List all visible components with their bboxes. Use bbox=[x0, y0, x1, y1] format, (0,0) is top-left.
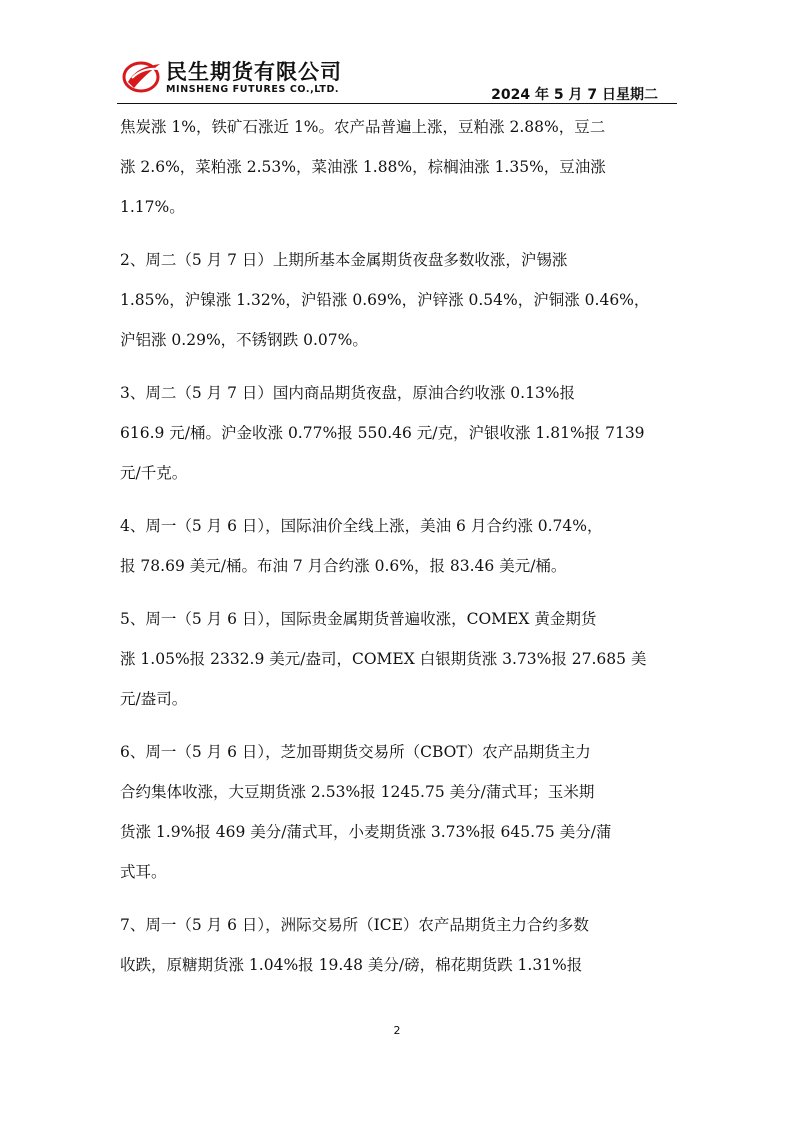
page-number: 2 bbox=[393, 1024, 401, 1037]
paragraph-3 bbox=[120, 373, 676, 493]
company-name-cn: 民生期货有限公司 bbox=[166, 60, 342, 84]
text-line: 7、周一（5 月 6 日），洲际交易所（ICE）农产品期货主力合约多数 bbox=[120, 916, 589, 934]
text-line: 报 78.69 美元/桶。布油 7 月合约涨 0.6%，报 83.46 美元/桶。 bbox=[120, 557, 567, 575]
text-line: 合约集体收涨，大豆期货涨 2.53%报 1245.75 美分/蒲式耳；玉米期 bbox=[120, 783, 595, 801]
text-line: 货涨 1.9%报 469 美分/蒲式耳，小麦期货涨 3.73%报 645.75 美分/蒲 bbox=[120, 823, 612, 841]
text-line: 元/盎司。 bbox=[120, 690, 188, 708]
paragraph-2 bbox=[120, 240, 676, 360]
text-line: 1.17%。 bbox=[120, 198, 185, 216]
company-name-en: MINSHENG FUTURES CO.,LTD. bbox=[166, 84, 340, 95]
minsheng-logo-icon bbox=[122, 58, 162, 94]
paragraph-4 bbox=[120, 506, 676, 586]
paragraph-7 bbox=[120, 905, 676, 985]
text-line: 式耳。 bbox=[120, 863, 167, 881]
text-line: 5、周一（5 月 6 日），国际贵金属期货普遍收涨，COMEX 黄金期货 bbox=[120, 610, 597, 628]
text-line: 收跌，原糖期货涨 1.04%报 19.48 美分/磅，棉花期货跌 1.31%报 bbox=[120, 956, 583, 974]
text-line: 1.85%，沪镍涨 1.32%，沪铅涨 0.69%，沪锌涨 0.54%，沪铜涨 0.46%， bbox=[120, 291, 650, 309]
header-divider bbox=[117, 103, 677, 104]
paragraph-1 bbox=[120, 107, 676, 227]
text-line: 3、周二（5 月 7 日）国内商品期货夜盘，原油合约收涨 0.13%报 bbox=[120, 384, 576, 402]
page-header bbox=[0, 0, 794, 106]
text-line: 沪铝涨 0.29%，不锈钢跌 0.07%。 bbox=[120, 331, 368, 349]
text-line: 2、周二（5 月 7 日）上期所基本金属期货夜盘多数收涨，沪锡涨 bbox=[120, 251, 568, 269]
report-body bbox=[120, 107, 676, 985]
text-line: 4、周一（5 月 6 日），国际油价全线上涨，美油 6 月合约涨 0.74%， bbox=[120, 517, 603, 535]
text-line: 616.9 元/桶。沪金收涨 0.77%报 550.46 元/克，沪银收涨 1.81%报 7139 bbox=[120, 424, 645, 442]
company-logo bbox=[122, 56, 362, 100]
text-line: 焦炭涨 1%，铁矿石涨近 1%。农产品普遍上涨，豆粕涨 2.88%，豆二 bbox=[120, 118, 606, 136]
text-line: 涨 2.6%，菜粕涨 2.53%，菜油涨 1.88%，棕榈油涨 1.35%，豆油涨 bbox=[120, 158, 606, 176]
paragraph-5 bbox=[120, 599, 676, 719]
paragraph-6 bbox=[120, 732, 676, 892]
text-line: 元/千克。 bbox=[120, 464, 188, 482]
report-date: 2024 年 5 月 7 日星期二 bbox=[491, 87, 658, 103]
text-line: 6、周一（5 月 6 日），芝加哥期货交易所（CBOT）农产品期货主力 bbox=[120, 743, 591, 761]
text-line: 涨 1.05%报 2332.9 美元/盎司，COMEX 白银期货涨 3.73%报 27.685 美 bbox=[120, 650, 647, 668]
